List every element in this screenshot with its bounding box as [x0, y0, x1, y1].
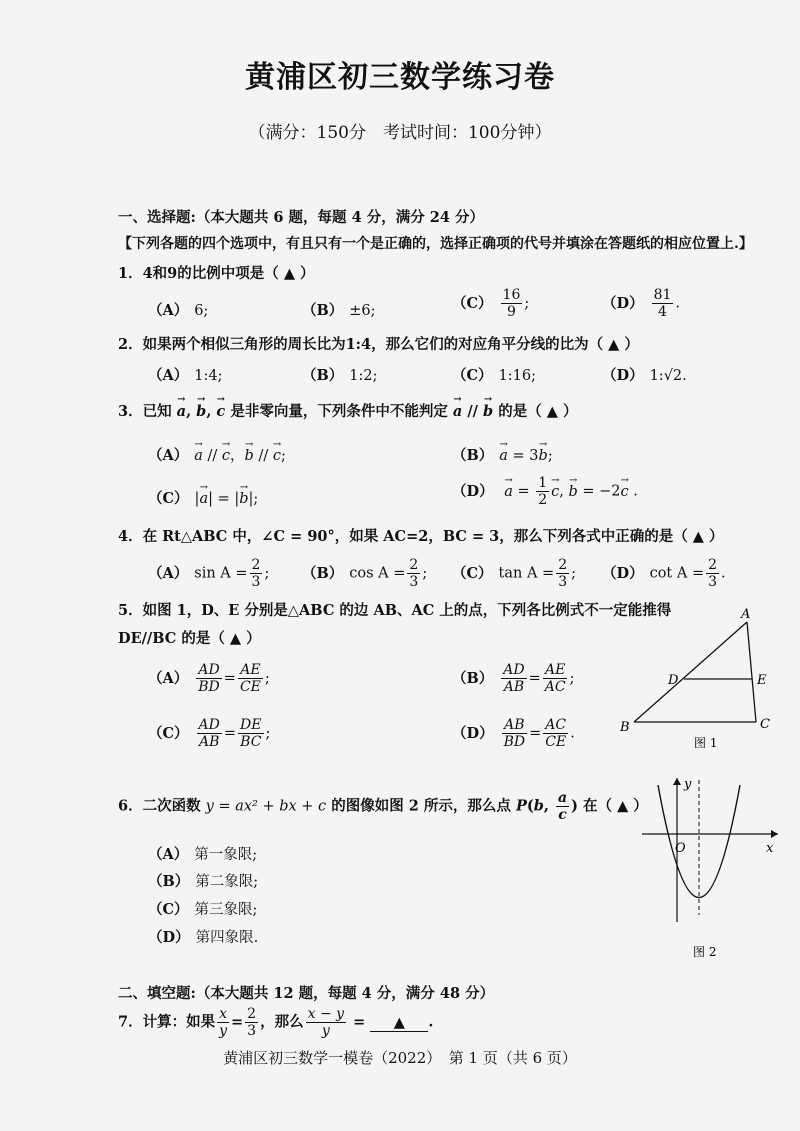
page-title: 黄浦区初三数学练习卷 — [245, 60, 555, 95]
figure1-caption: 图 1 — [694, 736, 718, 750]
q5-option-a: （A） $\frac{AD}{BD}$ = $\frac{AE}{CE}$ ; — [148, 662, 270, 696]
q3-stem: 3．已知 → a, → b, → c 是非零向量，下列条件中不能判定 → a // → b 的是（ ▲ ） — [118, 400, 577, 421]
q1-stem: 1．4和9的比例中项是（ ▲ ） — [118, 265, 315, 282]
q3-option-b: （B）→ a = 3→ b; — [452, 444, 553, 465]
q2-option-d: （D） 1:√2. — [602, 367, 687, 384]
fig1-label-a: A — [741, 607, 751, 622]
q5-option-c: （C） $\frac{AD}{AB}$ = $\frac{DE}{BC}$ ; — [148, 717, 271, 751]
fig1-label-c: C — [760, 717, 770, 732]
page-subtitle: （满分：150分 考试时间：100分钟） — [248, 123, 552, 143]
section1-instruction: 【下列各题的四个选项中，有且只有一个是正确的，选择正确项的代号并填涂在答题纸的相应位置上.】 — [118, 236, 753, 252]
fig2-axis-y: y — [684, 777, 692, 792]
q5-stem-line2: DE//BC 的是（ ▲ ） — [118, 630, 261, 647]
section1-heading: 一、选择题:（本大题共 6 题，每题 4 分，满分 24 分） — [118, 209, 484, 226]
q1-option-d: （D） $\frac{81}{4}$ . — [602, 287, 681, 321]
q4-option-c: （C） tan A = $\frac{2}{3}$ ; — [452, 557, 577, 591]
q2-option-c: （C） 1:16; — [452, 367, 536, 384]
section2-heading: 二、填空题:（本大题共 12 题，每题 4 分，满分 48 分） — [118, 985, 495, 1002]
figure2-caption: 图 2 — [693, 945, 717, 959]
q4-option-b: （B） cos A = $\frac{2}{3}$ ; — [302, 557, 428, 591]
figure1-triangle — [610, 600, 790, 755]
page-footer: 黄浦区初三数学一模卷（2022） 第 1 页（共 6 页） — [223, 1049, 577, 1067]
q4-option-d: （D） cot A = $\frac{2}{3}$ . — [602, 557, 726, 591]
q3-option-d: （D） → a = $\frac{1}{2}$ → c, → b = −2→ c . — [452, 475, 638, 508]
q6-option-b: （B） 第二象限; — [148, 873, 259, 890]
q4-option-a: （A） sin A = $\frac{2}{3}$ ; — [148, 557, 270, 591]
q3-option-a: （A）→ a // → c，→ b // → c; — [148, 444, 286, 465]
fig1-label-e: E — [757, 673, 767, 688]
figure2-parabola — [630, 770, 790, 970]
q5-stem-line1: 5．如图 1，D、E 分别是△ABC 的边 AB、AC 上的点，下列各比例式不一定能推得 — [118, 602, 672, 619]
q1-option-a: （A） 6; — [148, 302, 209, 319]
q3-option-c: （C） |→ a| = |→ b|; — [148, 487, 258, 508]
q5-option-b: （B） $\frac{AD}{AB}$ = $\frac{AE}{AC}$ ; — [452, 662, 575, 696]
q1-option-b: （B） ±6; — [302, 302, 376, 319]
q6-option-c: （C） 第三象限; — [148, 901, 258, 918]
q5-option-d: （D） $\frac{AB}{BD}$ = $\frac{AC}{CE}$ . — [452, 717, 575, 751]
q6-stem: 6．二次函数 y = ax² + bx + c 的图像如图 2 所示，那么点 P(b, $\frac{a}{c}$ ) 在（ ▲ ） — [118, 790, 648, 824]
q2-stem: 2．如果两个相似三角形的周长比为1:4，那么它们的对应角平分线的比为（ ▲ ） — [118, 336, 639, 353]
q2-option-a: （A） 1:4; — [148, 367, 223, 384]
q6-option-a: （A） 第一象限; — [148, 846, 258, 863]
q6-option-d: （D） 第四象限. — [148, 929, 259, 946]
fig1-label-d: D — [668, 673, 679, 688]
fig2-origin: O — [675, 841, 686, 856]
fig2-axis-x: x — [766, 841, 774, 856]
q4-stem: 4．在 Rt△ABC 中，∠C = 90°，如果 AC=2，BC = 3，那么下列各式中正确的是（ ▲ ） — [118, 528, 724, 545]
q1-option-c: （C） $\frac{16}{9}$ ; — [452, 287, 530, 321]
q7-stem: 7．计算：如果 $\frac{x}{y}$ = $\frac{2}{3}$ ，那么 $\frac{x - y}{y}$ = ▲ . — [118, 1006, 434, 1040]
fig1-label-b: B — [620, 720, 630, 735]
q2-option-b: （B） 1:2; — [302, 367, 378, 384]
q7-answer-blank: ▲ — [370, 1014, 428, 1032]
